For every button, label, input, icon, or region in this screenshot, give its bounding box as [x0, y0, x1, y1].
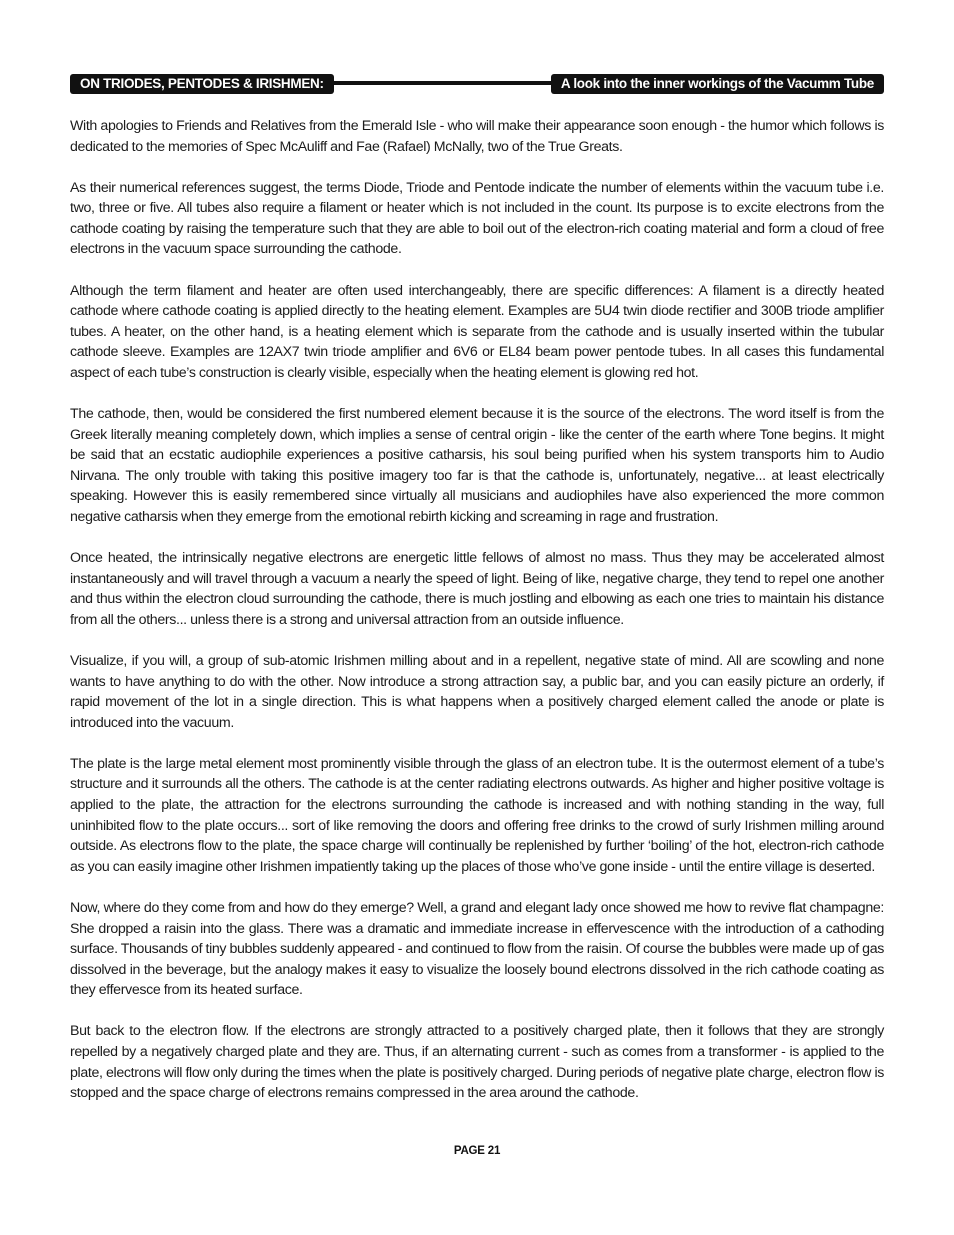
paragraph-4: The cathode, then, would be considered the first numbered element because it is the source of the electrons. The word itself is from the Greek literally meaning completely down, which implies a sense of central origin - like the center of the earth where Tone begins. It might be said that an ecstatic audiophile experiences a positive catharsis, his soul being purified when his system transports him to Audio Nirvana. The only trouble with taking this positive imagery too far is that the cathode is, unfortunately, negative... at least electrically speaking. However this is easily remembered since virtually all musicians and audiophiles have also experienced the more common negative catharsis when they emerge from the emotional rebirth kicking and screaming in rage and frustration.: [70, 406, 884, 525]
paragraph-6: Visualize, if you will, a group of sub-atomic Irishmen milling about and in a repellent, negative state of mind. All are scowling and none wants to have anything to do with the other. Now introduce a strong attraction say, a public bar, and you can easily picture an orderly, if rapid movement of the lot in a single direction. This is what happens when a positively charged element called the anode or plate is introduced into the vacuum.: [70, 652, 884, 731]
paragraph-9: But back to the electron flow. If the electrons are strongly attracted to a positively charged plate, then it follows that they are strongly repelled by a negatively charged plate and they are. Thus, if an alternating current - such as comes from a transformer - is applied to the plate, electrons will flow only during the times when the plate is positively charged. During periods of negative plate charge, electron flow is stopped and the space charge of electrons remains compressed in the area around the cathode.: [70, 1023, 884, 1102]
page-header: [70, 74, 884, 94]
paragraph-7: The plate is the large metal element most prominently visible through the glass of an electron tube. It is the outermost element of a tube’s structure and it surrounds all the others. The cathode is at the center radiating electrons outwards. As higher and higher positive voltage is applied to the plate, the attraction for the electrons surrounding the cathode is increased and with nothing standing in the way, full uninhibited flow to the plate occurs... sort of like removing the doors and offering free drinks to the crowd of surly Irishmen milling around outside. As electrons flow to the plate, the space charge will continually be replenished by further ‘boiling’ of the hot, electron-rich cathode as you can easily imagine other Irishmen impatiently taking up the places of those who’ve gone inside - until the entire village is deserted.: [70, 755, 884, 875]
paragraph-5: Once heated, the intrinsically negative electrons are energetic little fellows of almost no mass. Thus they may be accelerated almost instantaneously and will travel through a vacuum a nearly the speed of light. Being of like, negative charge, they tend to repel one another and thus within the electron cloud surrounding the cathode, there is much jostling and elbowing as each one tries to maintain his distance from all the others... unless there is a strong and universal attraction from an outside influence.: [70, 550, 884, 628]
paragraph-2: As their numerical references suggest, the terms Diode, Triode and Pentode indicate the number of elements within the vacuum tube i.e. two, three or five. All tubes also require a filament or heater which is not included in the count. Its purpose is to excite electrons from the cathode coating by raising the temperature such that they are able to boil out of the electron-rich coating material and form a cloud of free electrons in the vacuum space surrounding the cathode.: [70, 179, 884, 258]
page-number: PAGE 21: [453, 1145, 501, 1157]
section-subtitle: A look into the inner workings of the Vacumm Tube: [551, 74, 884, 94]
section-title: ON TRIODES, PENTODES & IRISHMEN:: [70, 74, 334, 94]
paragraph-3: Although the term filament and heater are often used interchangeably, there are specific differences: A filament is a directly heated cathode where cathode coating is applied directly to the heating element. Examples are 5U4 twin diode rectifier and 300B triode amplifier tubes. A heater, on the other hand, is a heating element which is separate from the cathode and is usually inserted within the tubular cathode sleeve. Examples are 12AX7 twin triode amplifier and 6V6 or EL84 beam power pentode tubes. In all cases this fundamental aspect of each tube’s construction is clearly visible, especially when the heating element is glowing red hot.: [70, 282, 884, 381]
paragraph-8: Now, where do they come from and how do they emerge? Well, a grand and elegant lady once showed me how to revive flat champagne: She dropped a raisin into the glass. There was a dramatic and immediate increase in effervescence with the introduction of a cathoding surface. Thousands of tiny bubbles suddenly appeared - and continued to flow from the raisin. Of course the bubbles were made up of gas dissolved in the beverage, but the analogy makes it easy to visualize the loosely bound electrons dissolved in the rich cathode coating as they effervesce from its heated surface.: [70, 899, 884, 999]
paragraph-1: With apologies to Friends and Relatives from the Emerald Isle - who will make their appearance soon enough - the humor which follows is dedicated to the memories of Spec McAuliff and Fae (Rafael) McNally, two of the True Greats.: [70, 118, 884, 155]
article-body: [70, 116, 884, 1124]
